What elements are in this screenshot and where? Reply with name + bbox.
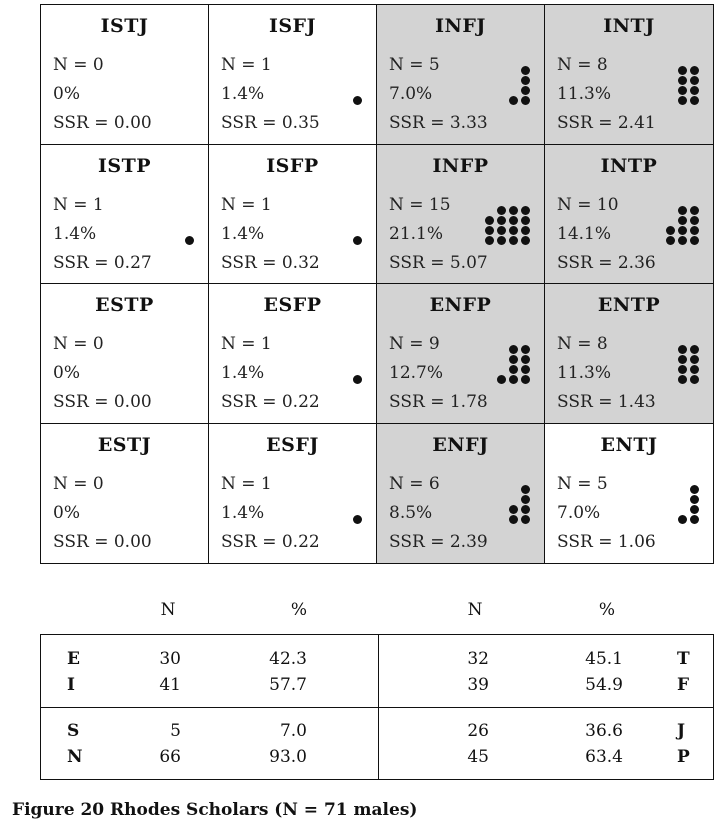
- count-dot: [690, 76, 699, 85]
- type-cell-estp: [41, 284, 209, 424]
- dichotomy-percent: 42.3: [269, 649, 307, 669]
- count-dot: [497, 216, 506, 225]
- count-value: N = 0: [53, 334, 104, 354]
- dichotomy-label: J: [677, 721, 686, 741]
- count-value: N = 0: [53, 473, 104, 494]
- type-cell-entp: [545, 284, 713, 424]
- count-value: N = 1: [221, 334, 272, 354]
- count-dot: [509, 236, 518, 245]
- count-value: N = 0: [53, 55, 104, 75]
- count-dot: [678, 345, 687, 354]
- count-dots: [659, 284, 699, 424]
- count-dots: [154, 284, 194, 424]
- type-label: ENFP: [429, 294, 492, 316]
- header-left-pct: %: [290, 600, 308, 620]
- count-value: N = 15: [389, 194, 451, 215]
- count-dot: [690, 515, 699, 524]
- dichotomy-count: 41: [159, 675, 181, 695]
- ssr-value: SSR = 3.33: [389, 113, 488, 133]
- count-dots: [490, 145, 530, 285]
- summary-divider-horizontal: [41, 707, 713, 708]
- count-dots: [490, 424, 530, 564]
- count-dot: [678, 355, 687, 364]
- count-dot: [690, 206, 699, 215]
- count-dot: [690, 505, 699, 514]
- count-dot: [678, 365, 687, 374]
- percent-value: 21.1%: [389, 223, 444, 244]
- count-dots: [322, 5, 362, 145]
- dichotomy-label: I: [67, 675, 75, 695]
- percent-value: 7.0%: [389, 84, 433, 104]
- count-dot: [521, 96, 530, 105]
- count-dot: [521, 375, 530, 384]
- count-dot: [497, 375, 506, 384]
- count-dot: [509, 96, 518, 105]
- ssr-value: SSR = 2.41: [557, 113, 656, 133]
- percent-value: 0%: [53, 502, 80, 523]
- dichotomy-percent: 63.4: [585, 747, 623, 767]
- count-dots: [154, 424, 194, 564]
- ssr-value: SSR = 0.32: [221, 252, 320, 273]
- count-value: N = 9: [389, 334, 440, 354]
- count-value: N = 1: [53, 194, 104, 215]
- header-right-n: N: [467, 600, 483, 620]
- count-dot: [678, 96, 687, 105]
- count-dot: [521, 226, 530, 235]
- count-value: N = 8: [557, 55, 608, 75]
- count-dot: [690, 216, 699, 225]
- count-dot: [497, 226, 506, 235]
- ssr-value: SSR = 5.07: [389, 252, 488, 273]
- type-table: [40, 4, 714, 564]
- count-dot: [678, 515, 687, 524]
- dichotomy-count: 66: [159, 747, 181, 767]
- dichotomy-count: 26: [467, 721, 489, 741]
- count-dots: [659, 145, 699, 285]
- type-cell-entj: [545, 424, 713, 564]
- percent-value: 1.4%: [221, 223, 265, 244]
- percent-value: 0%: [53, 363, 80, 383]
- type-label: ISFJ: [268, 15, 317, 37]
- type-cell-estj: [41, 424, 209, 564]
- type-cell-intp: [545, 145, 713, 285]
- percent-value: 7.0%: [557, 502, 601, 523]
- ssr-value: SSR = 0.00: [53, 113, 152, 133]
- count-dot: [521, 345, 530, 354]
- header-left-n: N: [160, 600, 176, 620]
- count-dot: [521, 485, 530, 494]
- dichotomy-percent: 93.0: [269, 747, 307, 767]
- percent-value: 1.4%: [221, 363, 265, 383]
- count-value: N = 6: [389, 473, 440, 494]
- count-dots: [659, 5, 699, 145]
- type-label: ENTJ: [600, 433, 658, 456]
- type-cell-infp: [377, 145, 545, 285]
- count-dot: [690, 86, 699, 95]
- percent-value: 11.3%: [557, 84, 612, 104]
- type-label: INFP: [432, 154, 489, 177]
- count-dot: [521, 365, 530, 374]
- type-cell-esfj: [209, 424, 377, 564]
- type-cell-istj: [41, 5, 209, 145]
- type-cell-isfp: [209, 145, 377, 285]
- ssr-value: SSR = 1.78: [389, 392, 488, 412]
- count-dots: [659, 424, 699, 564]
- count-dot: [521, 206, 530, 215]
- count-dots: [154, 145, 194, 285]
- ssr-value: SSR = 2.36: [557, 252, 656, 273]
- count-value: N = 1: [221, 473, 272, 494]
- count-value: N = 5: [389, 55, 440, 75]
- count-dot: [690, 495, 699, 504]
- ssr-value: SSR = 0.27: [53, 252, 152, 273]
- ssr-value: SSR = 1.43: [557, 392, 656, 412]
- ssr-value: SSR = 0.00: [53, 531, 152, 552]
- percent-value: 12.7%: [389, 363, 444, 383]
- count-dot: [509, 365, 518, 374]
- header-right-pct: %: [598, 600, 616, 620]
- ssr-value: SSR = 0.22: [221, 392, 320, 412]
- ssr-value: SSR = 1.06: [557, 531, 656, 552]
- count-dot: [485, 226, 494, 235]
- count-dot: [690, 375, 699, 384]
- dichotomy-percent: 54.9: [585, 675, 623, 695]
- dichotomy-count: 5: [170, 721, 181, 741]
- count-dot: [497, 236, 506, 245]
- dichotomy-percent: 57.7: [269, 675, 307, 695]
- count-dot: [509, 216, 518, 225]
- type-cell-enfj: [377, 424, 545, 564]
- dichotomy-label: E: [67, 649, 80, 669]
- dichotomy-count: 39: [467, 675, 489, 695]
- count-dot: [521, 86, 530, 95]
- count-dot: [678, 76, 687, 85]
- percent-value: 8.5%: [389, 502, 433, 523]
- type-label: ENTP: [597, 294, 661, 316]
- count-dot: [509, 345, 518, 354]
- count-dot: [185, 236, 194, 245]
- percent-value: 1.4%: [221, 502, 265, 523]
- count-dot: [353, 96, 362, 105]
- type-label: ESTJ: [97, 433, 152, 456]
- count-dots: [322, 284, 362, 424]
- dichotomy-count: 32: [467, 649, 489, 669]
- count-dot: [666, 226, 675, 235]
- count-dot: [521, 236, 530, 245]
- count-dot: [521, 505, 530, 514]
- count-dot: [678, 226, 687, 235]
- count-dot: [521, 495, 530, 504]
- summary-table: [40, 634, 714, 780]
- dichotomy-label: F: [677, 675, 690, 695]
- dichotomy-label: T: [677, 649, 690, 669]
- percent-value: 11.3%: [557, 363, 612, 383]
- ssr-value: SSR = 2.39: [389, 531, 488, 552]
- count-value: N = 10: [557, 194, 619, 215]
- count-dot: [497, 206, 506, 215]
- type-label: ISTJ: [100, 15, 149, 37]
- dichotomy-percent: 7.0: [279, 721, 307, 741]
- type-cell-istp: [41, 145, 209, 285]
- dichotomy-label: P: [677, 747, 690, 767]
- count-value: N = 1: [221, 194, 272, 215]
- count-dot: [690, 355, 699, 364]
- count-dot: [678, 206, 687, 215]
- type-cell-enfp: [377, 284, 545, 424]
- count-dot: [690, 236, 699, 245]
- type-label: ENFJ: [432, 433, 489, 456]
- type-label: INTP: [600, 154, 658, 177]
- dichotomy-label: N: [67, 747, 83, 767]
- dichotomy-count: 45: [467, 747, 489, 767]
- count-value: N = 8: [557, 334, 608, 354]
- count-dot: [485, 216, 494, 225]
- count-dots: [154, 5, 194, 145]
- percent-value: 1.4%: [221, 84, 265, 104]
- count-dot: [509, 355, 518, 364]
- count-dot: [353, 515, 362, 524]
- count-dot: [690, 96, 699, 105]
- percent-value: 14.1%: [557, 223, 612, 244]
- count-dot: [521, 66, 530, 75]
- count-dot: [509, 375, 518, 384]
- count-dot: [509, 505, 518, 514]
- count-dot: [678, 236, 687, 245]
- type-label: ESFP: [263, 294, 322, 316]
- count-dot: [509, 226, 518, 235]
- count-dots: [322, 424, 362, 564]
- ssr-value: SSR = 0.00: [53, 392, 152, 412]
- count-dot: [521, 216, 530, 225]
- count-dot: [678, 375, 687, 384]
- type-label: INTJ: [603, 15, 655, 37]
- ssr-value: SSR = 0.35: [221, 113, 320, 133]
- count-dot: [690, 485, 699, 494]
- count-value: N = 1: [221, 55, 272, 75]
- count-dot: [666, 236, 675, 245]
- type-cell-isfj: [209, 5, 377, 145]
- type-label: ISTP: [97, 154, 152, 177]
- dichotomy-label: S: [67, 721, 80, 741]
- type-label: INFJ: [435, 15, 486, 37]
- count-dot: [690, 345, 699, 354]
- count-dot: [690, 66, 699, 75]
- count-dot: [509, 515, 518, 524]
- percent-value: 0%: [53, 84, 80, 104]
- count-dot: [353, 236, 362, 245]
- type-label: ESTP: [95, 294, 154, 316]
- figure-caption: Figure 20 Rhodes Scholars (N = 71 males): [12, 800, 418, 820]
- type-cell-intj: [545, 5, 713, 145]
- count-dot: [353, 375, 362, 384]
- count-value: N = 5: [557, 473, 608, 494]
- dichotomy-percent: 45.1: [585, 649, 623, 669]
- type-cell-esfp: [209, 284, 377, 424]
- percent-value: 1.4%: [53, 223, 97, 244]
- type-cell-infj: [377, 5, 545, 145]
- count-dot: [678, 66, 687, 75]
- count-dot: [690, 365, 699, 374]
- type-label: ISFP: [266, 154, 319, 177]
- count-dot: [521, 76, 530, 85]
- count-dot: [690, 226, 699, 235]
- ssr-value: SSR = 0.22: [221, 531, 320, 552]
- count-dot: [678, 216, 687, 225]
- count-dot: [485, 236, 494, 245]
- count-dots: [322, 145, 362, 285]
- count-dots: [490, 5, 530, 145]
- count-dot: [678, 86, 687, 95]
- count-dot: [509, 206, 518, 215]
- count-dot: [521, 515, 530, 524]
- dichotomy-count: 30: [159, 649, 181, 669]
- count-dot: [521, 355, 530, 364]
- type-label: ESFJ: [266, 433, 319, 456]
- count-dots: [490, 284, 530, 424]
- dichotomy-percent: 36.6: [585, 721, 623, 741]
